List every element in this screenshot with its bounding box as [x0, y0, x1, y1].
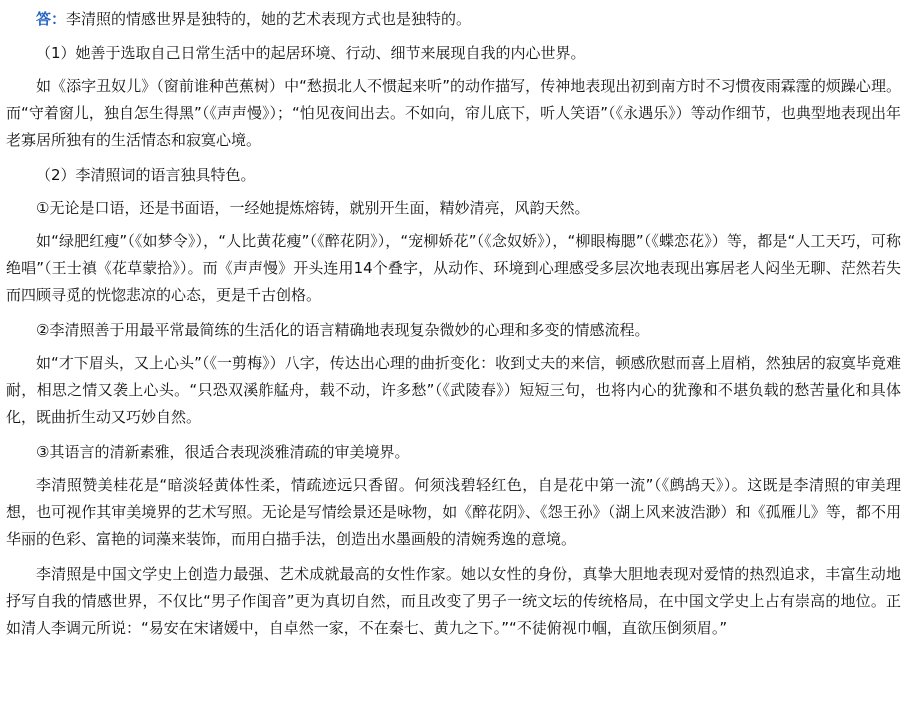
paragraph-conclusion: 李清照是中国文学史上创造力最强、艺术成就最高的女性作家。她以女性的身份，真挚大胆地表现对爱情的热烈追求，丰富生动地抒写自我的情感世界，不仅比“男子作闺音”更为真切自然，而且改变了男子一统文坛的传统格局，在中国文学史上占有崇高的地位。正如清人李调元所说：“易安在宋诸媛中，自卓然一家，不在秦七、黄九之下。”“不徒俯视巾帼，直欲压倒须眉。”: [6, 565, 901, 637]
paragraph-example-3: 如“才下眉头，又上心头”（《一剪梅》）八字，传达出心理的曲折变化：收到丈夫的来信，顿感欣慰而喜上眉梢，然独居的寂寞毕竟难耐，相思之情又袭上心头。“只恐双溪舴艋舟，载不动，许多愁”（《武陵春》）短短三句，也将内心的犹豫和不堪负载的愁苦量化和具体化，既曲折生动又巧妙自然。: [6, 354, 901, 426]
paragraph-example-4: 李清照赞美桂花是“暗淡轻黄体性柔，情疏迹远只香留。何须浅碧轻红色，自是花中第一流”（《鹧鸪天》）。这既是李清照的审美理想，也可视作其审美境界的艺术写照。无论是写情绘景还是咏物，如《醉花阴》、《怨王孙》（湖上风来波浩渺）和《孤雁儿》等，都不用华丽的色彩、富艳的词藻来装饰，而用白描手法，创造出水墨画般的清婉秀逸的意境。: [6, 476, 901, 548]
paragraph-example-2: 如“绿肥红瘦”（《如梦令》），“人比黄花瘦”（《醉花阴》），“宠柳娇花”（《念奴娇》），“柳眼梅腮”（《蝶恋花》）等，都是“人工天巧，可称绝唱”（王士禛《花草蒙拾》）。而《声声慢》开头连用14个叠字，从动作、环境到心理感受多层次地表现出寡居老人闷坐无聊、茫然若失而四顾寻觅的恍惚悲凉的心态，更是千古创格。: [6, 232, 901, 304]
answer-line: [6, 6, 901, 33]
paragraph-subpoint-2: ②李清照善于用最平常最简练的生活化的语言精确地表现复杂微妙的心理和多变的情感流程。: [36, 321, 650, 339]
paragraph-example-1: 如《添字丑奴儿》（窗前谁种芭蕉树）中“愁损北人不惯起来听”的动作描写，传神地表现出初到南方时不习惯夜雨霖霪的烦躁心理。而“守着窗儿，独自怎生得黑”（《声声慢》）；“怕见夜间出去。不如向，帘儿底下，听人笑语”（《永遇乐》）等动作细节，也典型地表现出年老寡居所独有的生活情态和寂寞心境。: [6, 77, 901, 149]
answer-text: 李清照的情感世界是独特的，她的艺术表现方式也是独特的。: [66, 10, 472, 28]
answer-label: 答：: [36, 10, 67, 28]
paragraph-point-1: （1）她善于选取自己日常生活中的起居环境、行动、细节来展现自我的内心世界。: [36, 44, 586, 62]
paragraph-subpoint-3: ③其语言的清新素雅，很适合表现淡雅清疏的审美境界。: [36, 443, 410, 461]
paragraph-point-2: （2）李清照词的语言独具特色。: [36, 166, 256, 184]
paragraph-subpoint-1: ①无论是口语，还是书面语，一经她提炼熔铸，就别开生面，精妙清亮，风韵天然。: [36, 199, 590, 217]
